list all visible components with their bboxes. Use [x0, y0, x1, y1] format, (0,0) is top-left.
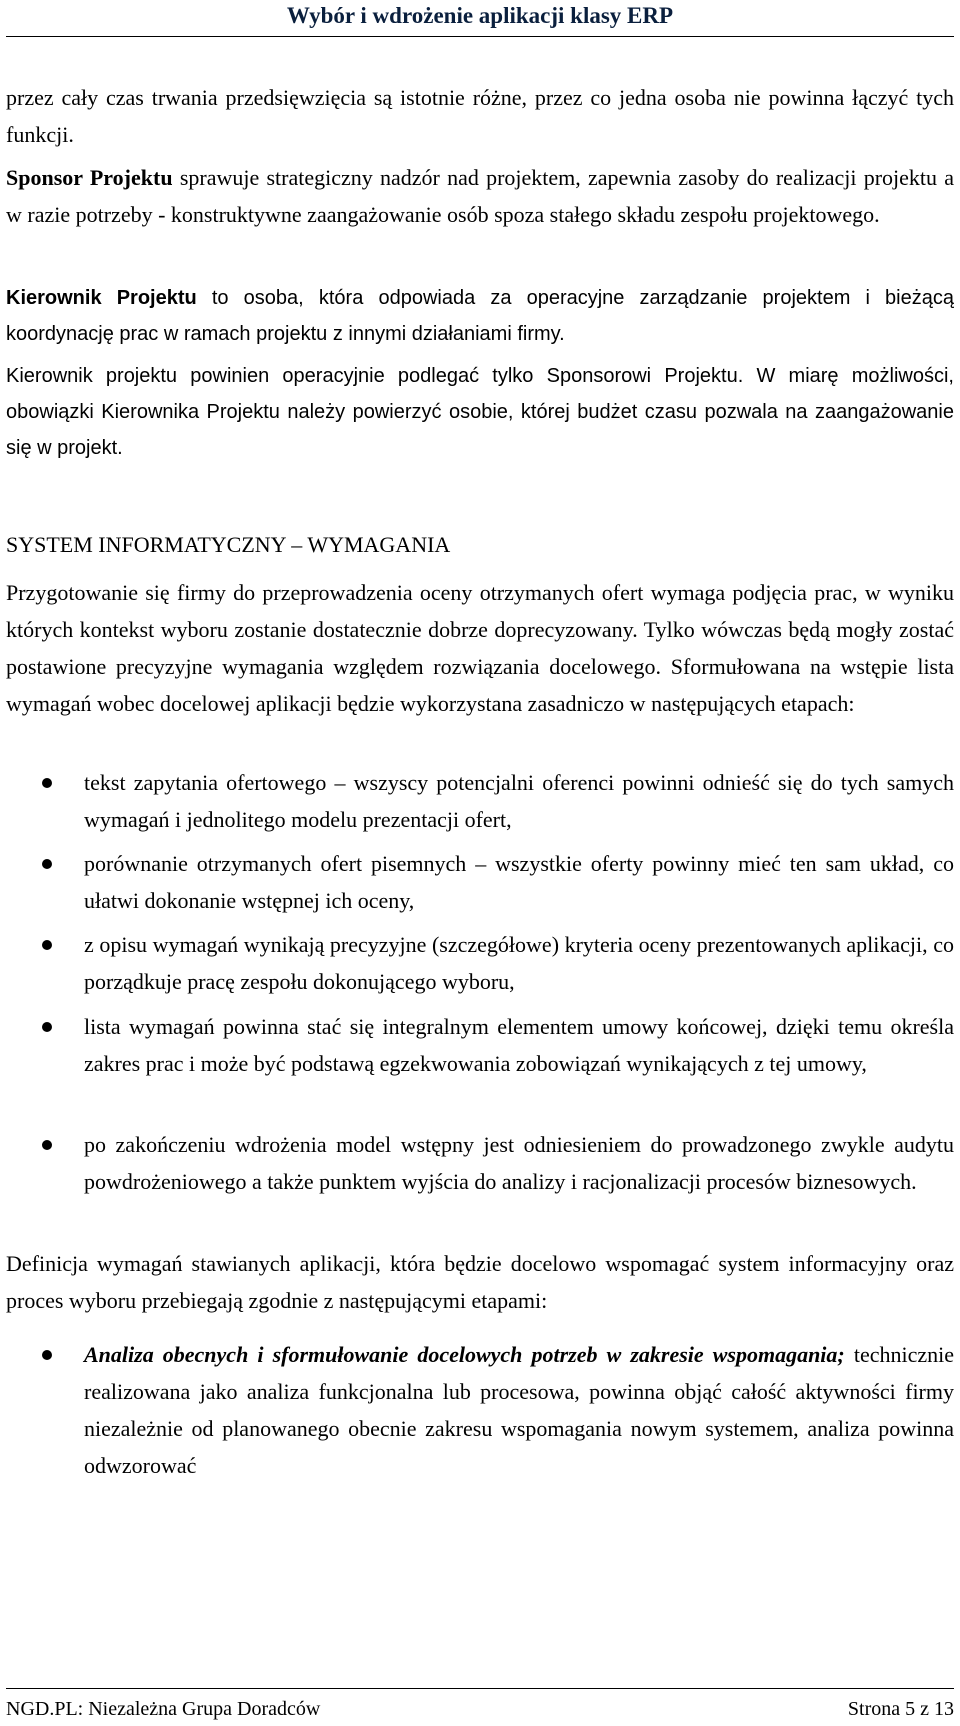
list-item-text: tekst zapytania ofertowego – wszyscy potencjalni oferenci powinni odnieść się do tych samych wymagań i jednolitego modelu prezentacji ofert, [84, 770, 954, 832]
paragraph-definition-stages: Definicja wymagań stawianych aplikacji, która będzie docelowo wspomagać system informacyjny oraz proces wyboru przebiegają zgodnie z następującymi etapami: [6, 1251, 954, 1313]
list-item-text: lista wymagań powinna stać się integralnym elementem umowy końcowej, dzięki temu określa zakres prac i może być podstawą egzekwowania zobowiązań wynikających z tej umowy, [84, 1014, 954, 1076]
manager-term: Kierownik Projektu [6, 287, 197, 309]
bullet-icon [42, 940, 52, 950]
footer-divider [6, 1688, 954, 1689]
paragraph-manager-reporting: Kierownik projektu powinien operacyjnie podlegać tylko Sponsorowi Projektu. W miarę możliwości, obowiązki Kierownika Projektu należy powierzyć osobie, której budżet czasu pozwala na zaangażowanie się w projekt. [6, 365, 954, 459]
manager-description: to osoba, która odpowiada za operacyjne zarządzanie projektem i bieżącą koordynację prac w ramach projektu z innymi działaniami firmy. [6, 287, 954, 345]
section-heading: SYSTEM INFORMATYCZNY – WYMAGANIA [6, 532, 451, 557]
paragraph-project-manager [6, 280, 954, 352]
bullet-icon [42, 1140, 52, 1150]
paragraph-roles-intro: przez cały czas trwania przedsięwzięcia są istotnie różne, przez co jedna osoba nie powinna łączyć tych funkcji. [6, 85, 954, 147]
bullet-icon [42, 859, 52, 869]
list-item-text: po zakończeniu wdrożenia model wstępny jest odniesieniem do prowadzonego zwykle audytu powdrożeniowego a także punktem wyjścia do analizy i racjonalizacji procesów biznesowych. [84, 1132, 954, 1194]
bullet-icon [42, 1022, 52, 1032]
list-item-text: z opisu wymagań wynikają precyzyjne (szczegółowe) kryteria oceny prezentowanych aplikacji, co porządkuje pracę zespołu dokonującego wyboru, [84, 932, 954, 994]
bullet-icon [42, 778, 52, 788]
page-number: Strona 5 z 13 [847, 1698, 954, 1720]
analysis-description: technicznie realizowana jako analiza funkcjonalna lub procesowa, powinna objąć całość aktywności firmy niezależnie od planowanego obecnie zakresu wspomagania nowym systemem, analiza powinna odwzorować [84, 1342, 954, 1478]
sponsor-description: sprawuje strategiczny nadzór nad projektem, zapewnia zasoby do realizacji projektu a w razie potrzeby - konstruktywne zaangażowanie osób spoza stałego składu zespołu projektowego. [6, 165, 955, 227]
analysis-term: Analiza obecnych i sformułowanie docelowych potrzeb w zakresie wspomagania; [84, 1342, 845, 1367]
bullet-icon [42, 1350, 52, 1360]
sponsor-term: Sponsor Projektu [6, 165, 173, 190]
header-divider [6, 36, 954, 37]
page-header-title: Wybór i wdrożenie aplikacji klasy ERP [286, 3, 674, 28]
paragraph-sponsor [6, 159, 954, 233]
list-item-text [84, 1336, 954, 1484]
list-item-text: porównanie otrzymanych ofert pisemnych – wszystkie oferty powinny mieć ten sam układ, co ułatwi dokonanie wstępnej ich oceny, [84, 851, 954, 913]
footer-company: NGD.PL: Niezależna Grupa Doradców [6, 1698, 321, 1720]
paragraph-requirements-intro: Przygotowanie się firmy do przeprowadzenia oceny otrzymanych ofert wymaga podjęcia prac, w wyniku których kontekst wyboru zostanie dostatecznie dobrze doprecyzowany. Tylko wówczas będą mogły zostać postawione precyzyjne wymagania względem rozwiązania docelowego. Sformułowana na wstępie lista wymagań wobec docelowej aplikacji będzie wykorzystana zasadniczo w następujących etapach: [6, 580, 954, 716]
